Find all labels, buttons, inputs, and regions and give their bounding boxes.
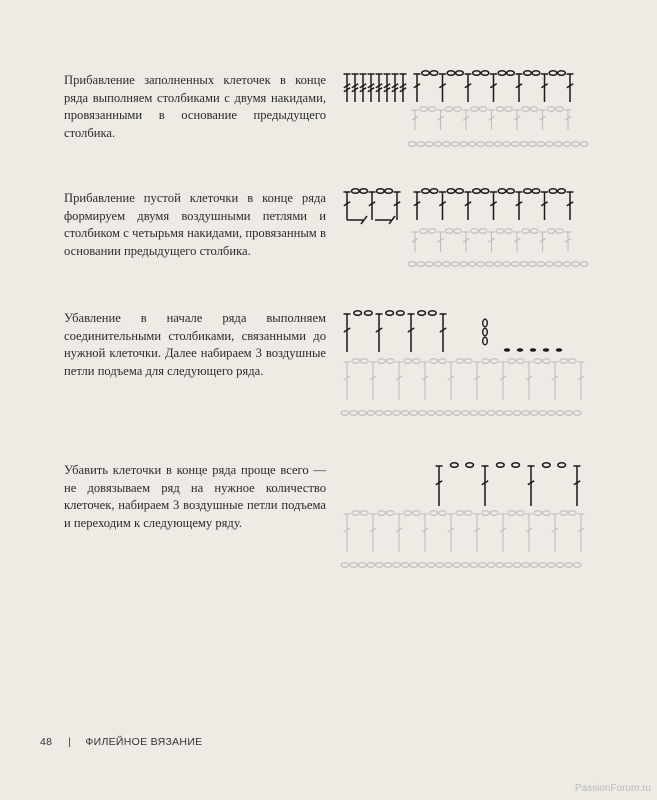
chain-stitch <box>367 411 375 416</box>
chain-stitch <box>491 359 499 364</box>
chain-stitch <box>444 563 452 568</box>
chain-stitch <box>483 328 488 336</box>
chain-stitch <box>479 107 487 112</box>
chain-stitch <box>376 563 384 568</box>
chain-stitch <box>465 359 473 364</box>
chain-stitch <box>563 142 571 147</box>
chain-stitch <box>530 563 538 568</box>
chain-stitch <box>393 411 401 416</box>
chain-stitch <box>534 359 542 364</box>
chain-stitch <box>417 142 425 147</box>
chain-stitch <box>434 142 442 147</box>
chain-stitch <box>451 262 459 267</box>
chain-stitch <box>503 262 511 267</box>
chain-stitch <box>361 359 369 364</box>
slip-stitch <box>517 348 523 352</box>
chain-stitch <box>404 511 412 516</box>
chain-stitch <box>360 189 368 194</box>
chain-stitch <box>454 107 462 112</box>
chain-stitch <box>522 563 530 568</box>
crochet-diagram-add-filled-cells <box>335 62 595 157</box>
chain-stitch <box>456 359 464 364</box>
chain-stitch <box>481 189 489 194</box>
chain-stitch <box>443 262 451 267</box>
diagram-svg-4 <box>335 454 595 578</box>
chain-stitch <box>534 511 542 516</box>
watermark: PassionForum.ru <box>574 783 651 794</box>
chain-stitch <box>358 411 366 416</box>
chain-stitch <box>572 142 580 147</box>
chain-stitch <box>543 463 551 468</box>
chain-stitch <box>537 262 545 267</box>
chain-stitch <box>393 563 401 568</box>
slip-stitch <box>504 348 510 352</box>
chain-stitch <box>473 189 481 194</box>
chain-stitch <box>425 262 433 267</box>
chain-stitch <box>453 563 461 568</box>
chain-stitch <box>487 411 495 416</box>
chain-stitch <box>511 262 519 267</box>
chain-stitch <box>539 411 547 416</box>
chain-stitch <box>401 563 409 568</box>
chain-stitch <box>556 107 564 112</box>
chain-stitch <box>462 563 470 568</box>
chain-stitch <box>558 463 566 468</box>
chain-stitch <box>556 229 564 234</box>
paragraph-decrease-start: Убавление в начале ряда выполняем соединительными столбиками, связанными до нужной клеточки. Далее набираем 3 воздушные петли подъема для следующего ряда. <box>64 311 326 378</box>
chain-stitch <box>498 71 506 76</box>
chain-stitch <box>505 107 513 112</box>
chain-stitch <box>479 229 487 234</box>
chain-stitch <box>361 511 369 516</box>
chain-stitch <box>451 463 459 468</box>
chain-stitch <box>511 142 519 147</box>
chain-stitch <box>522 107 530 112</box>
chain-stitch <box>512 463 520 468</box>
chain-stitch <box>573 411 581 416</box>
chain-stitch <box>547 229 555 234</box>
page-footer <box>40 736 202 748</box>
chain-stitch <box>418 311 426 316</box>
chain-stitch <box>471 107 479 112</box>
chain-stitch <box>468 262 476 267</box>
chain-stitch <box>447 71 455 76</box>
chain-stitch <box>427 563 435 568</box>
chain-stitch <box>350 411 358 416</box>
chain-stitch <box>505 229 513 234</box>
chain-stitch <box>477 142 485 147</box>
chain-stitch <box>419 563 427 568</box>
chain-stitch <box>439 359 447 364</box>
chain-stitch <box>419 411 427 416</box>
chain-stitch <box>439 511 447 516</box>
chain-stitch <box>565 411 573 416</box>
chain-stitch <box>443 142 451 147</box>
chain-stitch <box>352 511 360 516</box>
chain-stitch <box>498 189 506 194</box>
chain-stitch <box>445 229 453 234</box>
chain-stitch <box>482 359 490 364</box>
chain-stitch <box>425 142 433 147</box>
chain-stitch <box>505 563 513 568</box>
chain-stitch <box>428 229 436 234</box>
chain-stitch <box>422 189 430 194</box>
footer-separator: | <box>68 736 72 748</box>
chain-stitch <box>413 359 421 364</box>
chain-stitch <box>546 142 554 147</box>
chain-stitch <box>352 359 360 364</box>
chain-stitch <box>522 229 530 234</box>
chain-stitch <box>436 563 444 568</box>
chain-stitch <box>358 563 366 568</box>
chain-stitch <box>453 411 461 416</box>
chain-stitch <box>572 262 580 267</box>
chain-stitch <box>486 142 494 147</box>
chain-stitch <box>556 563 564 568</box>
chain-stitch <box>494 262 502 267</box>
chain-stitch <box>483 337 488 345</box>
chain-stitch <box>410 411 418 416</box>
section-title: ФИЛЕЙНОЕ ВЯЗАНИЕ <box>85 736 203 748</box>
chain-stitch <box>367 563 375 568</box>
chain-stitch <box>387 359 395 364</box>
chain-stitch <box>465 511 473 516</box>
chain-stitch <box>397 311 405 316</box>
chain-stitch <box>539 563 547 568</box>
chain-stitch <box>404 359 412 364</box>
chain-stitch <box>513 563 521 568</box>
crochet-diagram-decrease-end <box>335 454 595 578</box>
chain-stitch <box>386 311 394 316</box>
chain-stitch <box>560 511 568 516</box>
chain-stitch <box>401 411 409 416</box>
chain-stitch <box>444 411 452 416</box>
chain-stitch <box>410 563 418 568</box>
chain-stitch <box>479 563 487 568</box>
chain-stitch <box>530 229 538 234</box>
chain-stitch <box>447 189 455 194</box>
chain-stitch <box>580 262 588 267</box>
chain-stitch <box>508 359 516 364</box>
chain-stitch <box>529 142 537 147</box>
chain-stitch <box>456 71 464 76</box>
diagram-svg-3 <box>335 300 595 428</box>
chain-stitch <box>413 511 421 516</box>
chain-stitch <box>456 511 464 516</box>
chain-stitch <box>471 229 479 234</box>
chain-stitch <box>543 359 551 364</box>
chain-stitch <box>377 189 385 194</box>
chain-stitch <box>477 262 485 267</box>
paragraph-add-filled-cells: Прибавление заполненных клеточек в конце ряда выполняем столбиками с двумя накидами, провязанными в основание предыдущего столбика. <box>64 73 326 140</box>
chain-stitch <box>479 411 487 416</box>
chain-stitch <box>408 262 416 267</box>
chain-stitch <box>543 511 551 516</box>
chain-stitch <box>520 262 528 267</box>
chain-stitch <box>350 563 358 568</box>
chain-stitch <box>496 229 504 234</box>
chain-stitch <box>466 463 474 468</box>
diagram-svg-2 <box>335 180 595 280</box>
chain-stitch <box>565 563 573 568</box>
chain-stitch <box>482 511 490 516</box>
chain-stitch <box>549 189 557 194</box>
chain-stitch <box>487 563 495 568</box>
chain-stitch <box>569 359 577 364</box>
chain-stitch <box>537 142 545 147</box>
chain-stitch <box>483 319 488 327</box>
chain-stitch <box>524 71 532 76</box>
chain-stitch <box>341 411 349 416</box>
chain-stitch <box>352 189 360 194</box>
chain-stitch <box>430 359 438 364</box>
chain-stitch <box>529 262 537 267</box>
chain-stitch <box>429 311 437 316</box>
chain-stitch <box>454 229 462 234</box>
chain-stitch <box>486 262 494 267</box>
chain-stitch <box>460 262 468 267</box>
chain-stitch <box>554 262 562 267</box>
chain-stitch <box>430 71 438 76</box>
chain-stitch <box>507 189 515 194</box>
chain-stitch <box>451 142 459 147</box>
chain-stitch <box>354 311 362 316</box>
chain-stitch <box>462 411 470 416</box>
chain-stitch <box>408 142 416 147</box>
chain-stitch <box>548 411 556 416</box>
chain-stitch <box>558 71 566 76</box>
chain-stitch <box>496 563 504 568</box>
chain-stitch <box>556 411 564 416</box>
chain-stitch <box>546 262 554 267</box>
chain-stitch <box>496 411 504 416</box>
slip-stitch <box>556 348 562 352</box>
chain-stitch <box>387 511 395 516</box>
chain-stitch <box>430 511 438 516</box>
slip-stitch <box>543 348 549 352</box>
chain-stitch <box>532 189 540 194</box>
chain-stitch <box>420 229 428 234</box>
paragraph-add-empty-cell: Прибавление пустой клеточки в конце ряда формируем двумя воздушными петлями и столбиком с четырьмя накидами, провязанным в основании предыдущего столбика. <box>64 191 326 258</box>
chain-stitch <box>378 511 386 516</box>
chain-stitch <box>573 563 581 568</box>
chain-stitch <box>434 262 442 267</box>
crochet-diagram-add-empty-cell <box>335 180 595 280</box>
chain-stitch <box>569 511 577 516</box>
slip-stitch <box>530 348 536 352</box>
chain-stitch <box>420 107 428 112</box>
chain-stitch <box>422 71 430 76</box>
chain-stitch <box>560 359 568 364</box>
chain-stitch <box>384 563 392 568</box>
chain-stitch <box>505 411 513 416</box>
chain-stitch <box>384 411 392 416</box>
chain-stitch <box>532 71 540 76</box>
chain-stitch <box>507 71 515 76</box>
chain-stitch <box>548 563 556 568</box>
diagram-svg-1 <box>335 62 595 157</box>
chain-stitch <box>456 189 464 194</box>
chain-stitch <box>547 107 555 112</box>
chain-stitch <box>558 189 566 194</box>
chain-stitch <box>580 142 588 147</box>
chain-stitch <box>530 107 538 112</box>
chain-stitch <box>460 142 468 147</box>
chain-stitch <box>554 142 562 147</box>
chain-stitch <box>417 262 425 267</box>
chain-stitch <box>503 142 511 147</box>
chain-stitch <box>513 411 521 416</box>
chain-stitch <box>376 411 384 416</box>
paragraph-decrease-end: Убавить клеточки в конце ряда проще всего — не довязываем ряд на нужное количество клеточек, набираем 3 воздушные петли подъема и переходим к следующему ряду. <box>64 463 326 530</box>
chain-stitch <box>428 107 436 112</box>
chain-stitch <box>445 107 453 112</box>
chain-stitch <box>481 71 489 76</box>
chain-stitch <box>491 511 499 516</box>
chain-stitch <box>470 563 478 568</box>
chain-stitch <box>517 359 525 364</box>
chain-stitch <box>497 463 505 468</box>
chain-stitch <box>430 189 438 194</box>
chain-stitch <box>470 411 478 416</box>
chain-stitch <box>522 411 530 416</box>
chain-stitch <box>530 411 538 416</box>
chain-stitch <box>494 142 502 147</box>
chain-stitch <box>524 189 532 194</box>
chain-stitch <box>427 411 435 416</box>
chain-stitch <box>436 411 444 416</box>
chain-stitch <box>365 311 373 316</box>
chain-stitch <box>385 189 393 194</box>
chain-stitch <box>378 359 386 364</box>
crochet-diagram-decrease-start <box>335 300 595 428</box>
chain-stitch <box>496 107 504 112</box>
chain-stitch <box>473 71 481 76</box>
chain-stitch <box>520 142 528 147</box>
chain-stitch <box>508 511 516 516</box>
chain-stitch <box>517 511 525 516</box>
page-number: 48 <box>40 736 53 748</box>
chain-stitch <box>341 563 349 568</box>
chain-stitch <box>549 71 557 76</box>
chain-stitch <box>563 262 571 267</box>
chain-stitch <box>468 142 476 147</box>
